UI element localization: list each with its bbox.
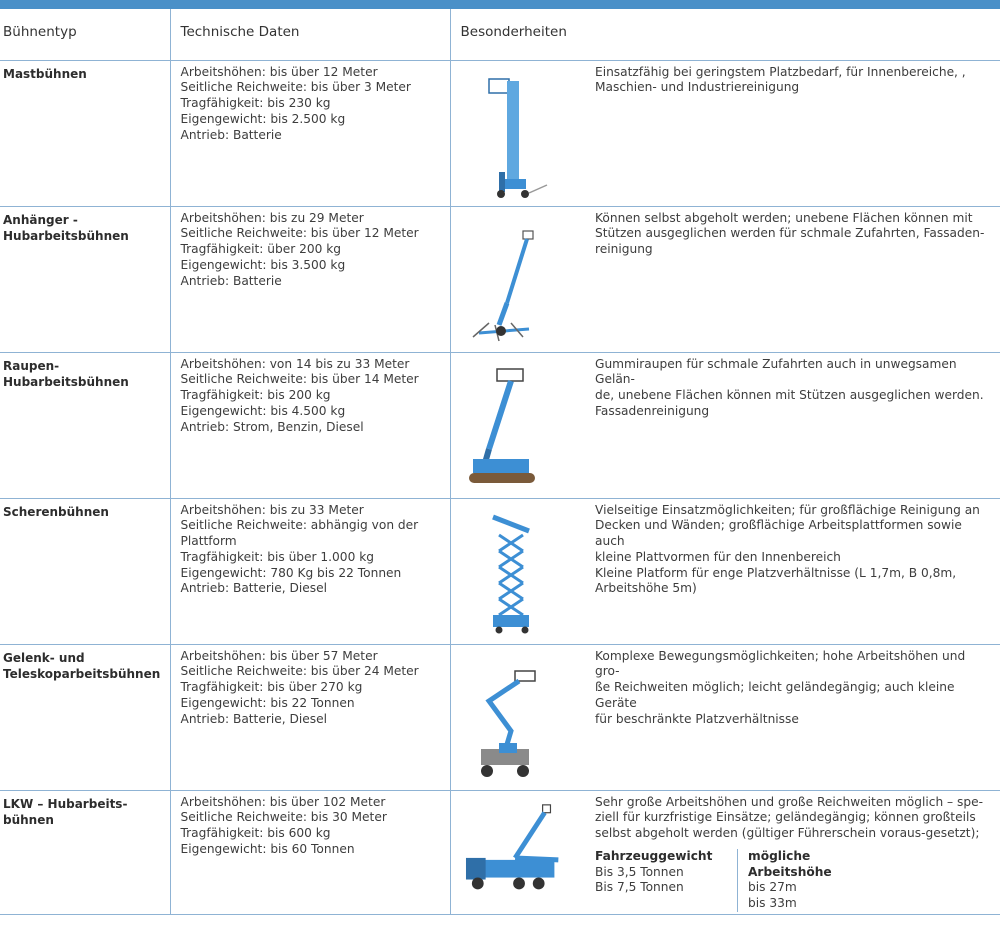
platform-type-cell [0,790,170,914]
feature-line: Komplexe Bewegungsmöglichkeiten; hohe Arbeitshöhen und gro- [595,648,966,679]
platform-type-cell [0,352,170,498]
spec-line: Eigengewicht: bis 22 Tonnen [180,695,355,710]
feature-line: Maschien- und Industriereinigung [595,80,800,95]
working-height-heading: mögliche Arbeitshöhe [748,848,832,879]
spec-line: Seitliche Reichweite: bis über 12 Meter [180,226,419,241]
platform-type-label: Teleskoparbeitsbühnen [3,666,161,681]
spec-line: Tragfähigkeit: bis über 1.000 kg [180,549,374,564]
platform-type-label: bühnen [3,812,54,827]
spec-line: Plattform [180,534,237,549]
spec-line: Arbeitshöhen: bis über 102 Meter [180,794,386,809]
spec-line: Eigengewicht: bis 4.500 kg [180,403,346,418]
feature-line: reinigung [595,242,653,257]
spec-line: Arbeitshöhen: bis zu 33 Meter [180,502,364,517]
feature-line: ziell für kurzfristige Einsätze; geländegängig; können großteils [595,810,976,825]
spec-line: Antrieb: Strom, Benzin, Diesel [180,419,364,434]
scissor-lift-icon [459,505,583,639]
platform-type-label: Hubarbeitsbühnen [3,228,129,243]
spec-line: Tragfähigkeit: bis 230 kg [180,96,331,111]
spec-line: Antrieb: Batterie [180,127,282,142]
features-cell [590,206,1000,352]
technical-data-cell [170,644,450,790]
working-height-value: bis 27m [748,880,797,895]
technical-data-cell [170,352,450,498]
top-accent-bar [0,0,1000,9]
image-cell [450,498,590,644]
technical-data-cell [170,790,450,914]
vehicle-weight-value: Bis 3,5 Tonnen [595,864,684,879]
image-cell [450,60,590,206]
spec-line: Eigengewicht: bis 60 Tonnen [180,841,355,856]
header-row [0,9,1000,60]
table-row [0,60,1000,206]
feature-line: Decken und Wänden; großflächige Arbeitsplattformen sowie auch [595,518,962,549]
image-cell [450,352,590,498]
spec-line: Arbeitshöhen: bis zu 29 Meter [180,210,364,225]
spec-line: Arbeitshöhen: von 14 bis zu 33 Meter [180,356,410,371]
platform-type-label: Hubarbeitsbühnen [3,374,129,389]
feature-line: für beschränkte Platzverhältnisse [595,711,799,726]
platform-type-label: Scherenbühnen [3,504,109,519]
features-cell [590,790,1000,914]
platform-type-cell [0,498,170,644]
platform-type-label: Gelenk- und [3,650,85,665]
working-height-value: bis 33m [748,896,797,911]
spec-line: Seitliche Reichweite: bis über 24 Meter [180,664,419,679]
features-cell [590,644,1000,790]
feature-line: kleine Plattvormen für den Innenbereich [595,549,841,564]
vehicle-weight-value: Bis 7,5 Tonnen [595,880,684,895]
spec-line: Antrieb: Batterie, Diesel [180,711,327,726]
table-row [0,644,1000,790]
feature-line: de, unebene Flächen können mit Stützen ausgeglichen werden. [595,388,984,403]
header-platform-type: Bühnentyp [0,9,170,60]
feature-line: Einsatzfähig bei geringstem Platzbedarf, für Innenbereiche, , [595,64,966,79]
crawler-lift-icon [459,359,583,493]
platform-type-cell [0,206,170,352]
mast-lift-icon [459,67,583,201]
feature-line: Arbeitshöhe 5m) [595,581,697,596]
features-cell [590,60,1000,206]
spec-line: Seitliche Reichweite: abhängig von der [180,518,419,533]
feature-line: Sehr große Arbeitshöhen und große Reichweiten möglich – spe- [595,794,984,809]
feature-line: ße Reichweiten möglich; leicht geländegängig; auch kleine Geräte [595,680,955,710]
features-cell [590,352,1000,498]
technical-data-cell [170,206,450,352]
aerial-platform-table [0,9,1000,915]
features-cell [590,498,1000,644]
technical-data-cell [170,60,450,206]
spec-line: Eigengewicht: bis 2.500 kg [180,111,346,126]
platform-type-label: LKW – Hubarbeits- [3,796,128,811]
header-technical-data: Technische Daten [170,9,450,60]
feature-line: selbst abgeholt werden (gültiger Führerschein voraus-gesetzt); [595,826,980,841]
spec-line: Tragfähigkeit: über 200 kg [180,242,342,257]
image-cell [450,206,590,352]
spec-line: Tragfähigkeit: bis 600 kg [180,826,331,841]
platform-type-label: Anhänger - [3,212,78,227]
platform-type-cell [0,644,170,790]
spec-line: Antrieb: Batterie, Diesel [180,581,327,596]
spec-line: Arbeitshöhen: bis über 12 Meter [180,64,378,79]
vehicle-weight-heading: Fahrzeuggewicht [595,848,713,863]
spec-line: Tragfähigkeit: bis über 270 kg [180,680,363,695]
vehicle-weight-subtable [595,849,992,912]
technical-data-cell [170,498,450,644]
spec-line: Tragfähigkeit: bis 200 kg [180,388,331,403]
table-row [0,206,1000,352]
platform-type-label: Raupen- [3,358,60,373]
spec-line: Eigengewicht: 780 Kg bis 22 Tonnen [180,565,402,580]
vehicle-weight-column [595,849,737,912]
table-row [0,352,1000,498]
image-cell [450,790,590,914]
feature-line: Können selbst abgeholt werden; unebene Flächen können mit [595,210,973,225]
platform-type-cell [0,60,170,206]
feature-line: Fassadenreinigung [595,403,710,418]
working-height-column [737,849,879,912]
articulated-boom-lift-icon [459,651,583,785]
spec-line: Arbeitshöhen: bis über 57 Meter [180,648,378,663]
spec-line: Antrieb: Batterie [180,273,282,288]
feature-line: Vielseitige Einsatzmöglichkeiten; für großflächige Reinigung an [595,502,980,517]
image-cell [450,644,590,790]
table-row [0,790,1000,914]
spec-line: Seitliche Reichweite: bis über 14 Meter [180,372,419,387]
spec-line: Seitliche Reichweite: bis 30 Meter [180,810,387,825]
feature-line: Kleine Platform für enge Platzverhältnisse (L 1,7m, B 0,8m, [595,565,957,580]
feature-line: Gummiraupen für schmale Zufahrten auch in unwegsamen Gelän- [595,356,957,387]
table-row [0,498,1000,644]
platform-type-label: Mastbühnen [3,66,87,81]
header-features: Besonderheiten [450,9,1000,60]
feature-line: Stützen ausgeglichen werden für schmale Zufahrten, Fassaden- [595,226,985,241]
spec-line: Eigengewicht: bis 3.500 kg [180,257,346,272]
truck-mounted-lift-icon [459,797,583,909]
spec-line: Seitliche Reichweite: bis über 3 Meter [180,80,411,95]
trailer-lift-icon [459,213,583,347]
